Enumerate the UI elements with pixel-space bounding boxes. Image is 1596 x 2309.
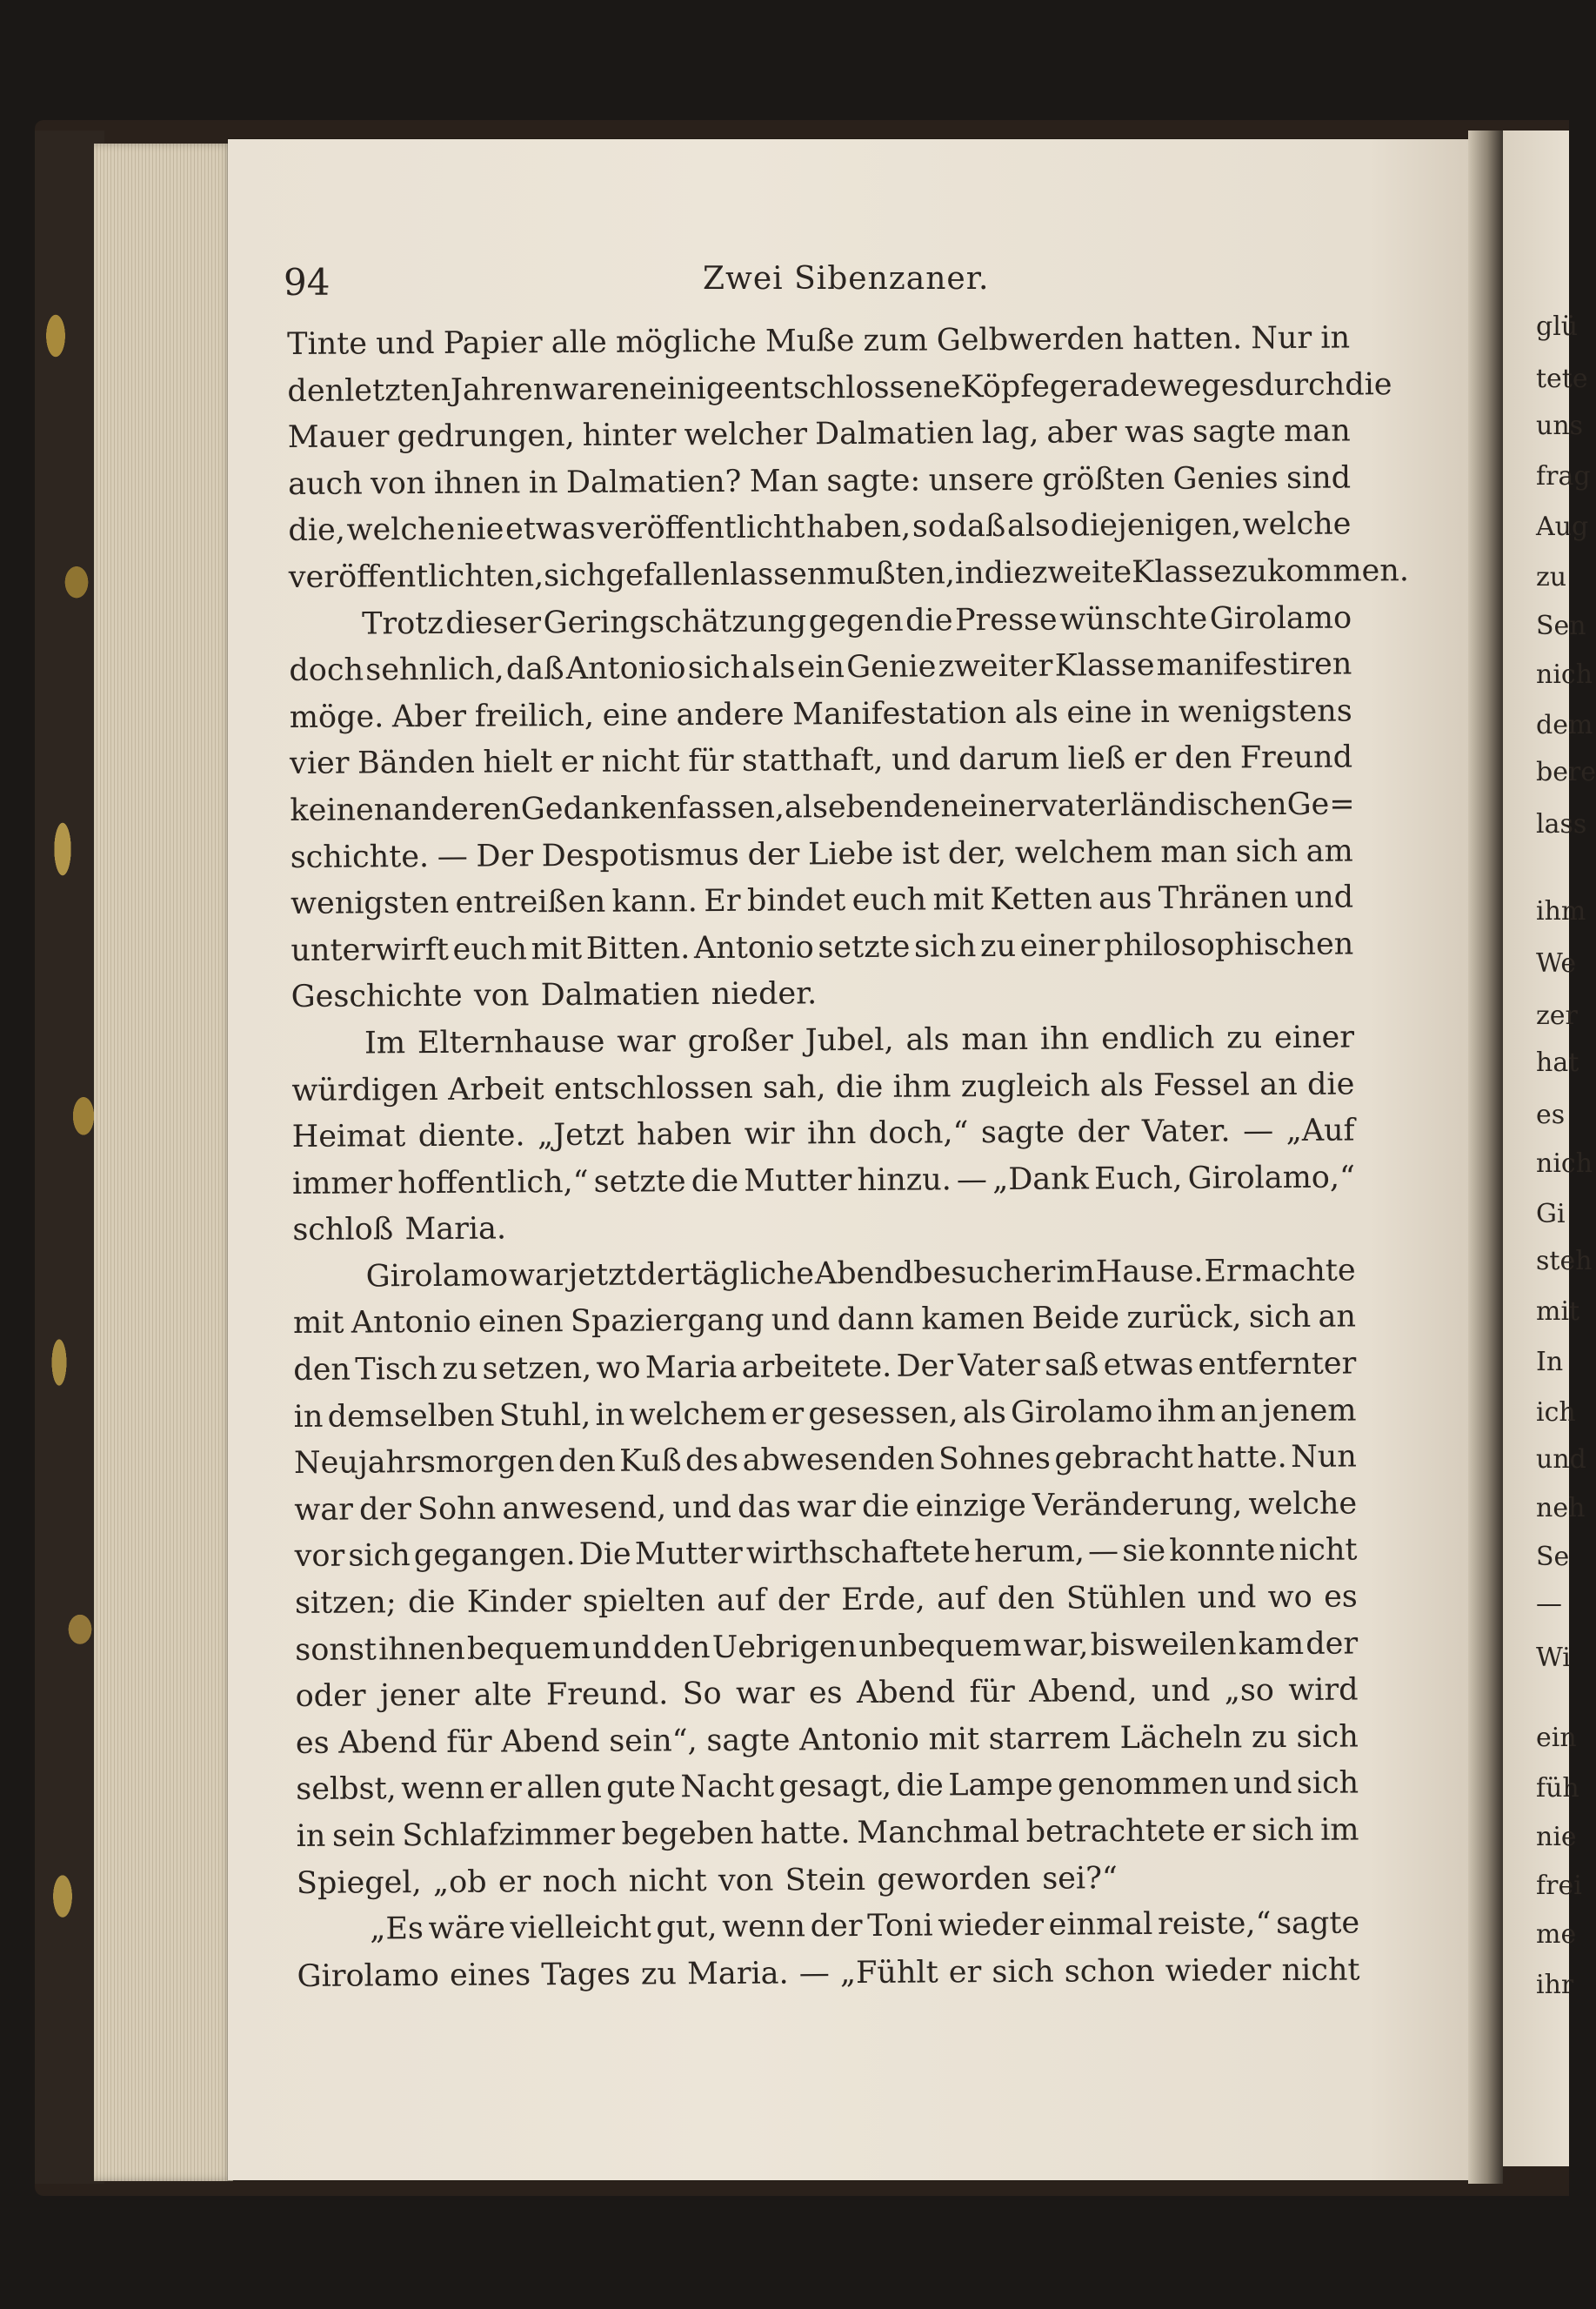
text-line: Geschichte von Dalmatien nieder.: [290, 976, 818, 1015]
next-page-fragment: tete: [1536, 364, 1588, 394]
next-page-fragment: uns: [1536, 411, 1584, 441]
next-page-fragment: Sen: [1536, 611, 1586, 641]
next-page-fragment: We: [1536, 948, 1577, 979]
next-page-edge: [1503, 131, 1596, 2166]
text-line: möge. Aber freilich, eine andere Manifestation als eine in wenigstens: [289, 693, 1352, 735]
text-line: Trotz dieser Geringschätzung gegen die Presse wünschte Girolamo: [361, 600, 1352, 642]
text-line: die, welche nie etwas veröffentlicht haben, so daß also diejenigen, welche: [288, 506, 1352, 549]
text-line: Heimat diente. „Jetzt haben wir ihn doch,“ sagte der Vater. — „Auf: [291, 1113, 1355, 1155]
text-line: würdigen Arbeit entschlossen sah, die ihm zugleich als Fessel an die: [291, 1067, 1355, 1108]
next-page-fragment: füh: [1536, 1773, 1579, 1804]
next-page-fragment: steh: [1536, 1246, 1593, 1276]
text-line: Girolamo war jetzt der tägliche Abendbesucher im Hause. Er machte: [365, 1253, 1356, 1295]
body-text: [287, 316, 1410, 2001]
next-page-fragment: In: [1536, 1347, 1564, 1377]
text-line: sitzen; die Kinder spielten auf der Erde, auf den Stühlen und wo es: [294, 1579, 1358, 1622]
next-page-fragment: ihm: [1536, 896, 1586, 927]
text-line: auch von ihnen in Dalmatien? Man sagte: unsere größten Genies sind: [288, 460, 1352, 502]
next-page-fragment: zu: [1536, 562, 1567, 592]
text-line: veröffentlichten, sich gefallen lassen mußten, in die zweite Klasse zu kommen.: [288, 553, 1410, 595]
text-line: Tinte und Papier alle mögliche Muße zum Gelbwerden hatten. Nur in: [287, 320, 1351, 362]
text-line: schichte. — Der Despotismus der Liebe ist der, welchem man sich am: [290, 833, 1353, 875]
text-line: oder jener alte Freund. So war es Abend für Abend, und „so wird: [295, 1672, 1359, 1715]
text-line: schloß Maria.: [292, 1211, 507, 1248]
next-page-fragment: es: [1536, 1100, 1566, 1130]
text-line: Neujahrsmorgen den Kuß des abwesenden Sohnes gebracht hatte. Nun: [293, 1439, 1358, 1482]
next-page-fragment: bere: [1536, 757, 1596, 787]
next-page-fragment: Se: [1536, 1542, 1570, 1572]
next-page-fragment: ein: [1536, 1723, 1577, 1753]
text-line: Spiegel, „ob er noch nicht von Stein geworden sei?“: [296, 1860, 1118, 1901]
text-line: vor sich gegangen. Die Mutter wirthschaftete herum, — sie konnte nicht: [294, 1532, 1358, 1575]
next-page-fragment: dem: [1536, 710, 1593, 740]
text-line: in sein Schlafzimmer begeben hatte. Manchmal betrachtete er sich im: [296, 1812, 1359, 1854]
next-page-fragment: nich: [1536, 659, 1593, 690]
text-line: unterwirft euch mit Bitten. Antonio setzte sich zu einer philosophischen: [290, 927, 1354, 968]
text-line: sonst ihnen bequem und den Uebrigen unbequem war, bisweilen kam der: [295, 1626, 1359, 1668]
text-line: selbst, wenn er allen gute Nacht gesagt, die Lampe genommen und sich: [296, 1765, 1359, 1808]
text-line: mit Antonio einen Spaziergang und dann kamen Beide zurück, sich an: [292, 1299, 1357, 1342]
next-page-fragment: und: [1536, 1444, 1586, 1475]
book-gutter: [1468, 131, 1503, 2184]
next-page-fragment: nie: [1536, 1822, 1577, 1852]
next-page-fragment: Gi: [1536, 1199, 1566, 1229]
next-page-fragment: neh: [1536, 1493, 1586, 1523]
text-line: den letzten Jahren waren einige entschlossene Köpfe geradeweges durch die: [287, 366, 1392, 409]
next-page-fragment: ihr: [1536, 1970, 1574, 2000]
text-line: den Tisch zu setzen, wo Maria arbeitete. Der Vater saß etwas entfernter: [293, 1346, 1357, 1389]
text-line: war der Sohn anwesend, und das war die einzige Veränderung, welche: [294, 1486, 1358, 1528]
next-page-fragment: zer: [1536, 1001, 1578, 1031]
text-line: Im Elternhause war großer Jubel, als man ihn endlich zu einer: [364, 1020, 1355, 1061]
text-line: vier Bänden hielt er nicht für statthaft, und darum ließ er den Freund: [289, 740, 1353, 782]
text-line: in demselben Stuhl, in welchem er gesessen, als Girolamo ihm an jenem: [293, 1393, 1357, 1435]
next-page-fragment: —: [1536, 1589, 1562, 1619]
text-line: doch sehnlich, daß Antonio sich als ein Genie zweiter Klasse manifestiren: [289, 646, 1352, 689]
page-edges: [94, 144, 233, 2181]
next-page-fragment: hat: [1536, 1047, 1579, 1078]
page-number: 94: [284, 261, 331, 304]
next-page-fragment: frag: [1536, 461, 1591, 492]
text-line: Mauer gedrungen, hinter welcher Dalmatien lag, aber was sagte man: [287, 413, 1351, 456]
text-line: „Es wäre vielleicht gut, wenn der Toni wieder einmal reiste,“ sagte: [370, 1905, 1360, 1947]
next-page-fragment: lass: [1536, 809, 1587, 840]
next-page-fragment: Wi: [1536, 1643, 1571, 1673]
next-page-fragment: frei: [1536, 1871, 1582, 1901]
next-page-fragment: me: [1536, 1919, 1577, 1950]
text-line: keinen anderen Gedanken fassen, als eben den einer vaterländischen Ge=: [290, 786, 1355, 828]
next-page-fragment: mit: [1536, 1296, 1580, 1327]
next-page-fragment: Aug: [1536, 512, 1589, 542]
next-page-fragment: nich: [1536, 1148, 1593, 1179]
text-line: Girolamo eines Tages zu Maria. — „Fühlt er sich schon wieder nicht: [297, 1952, 1360, 1994]
text-line: immer hoffentlich,“ setzte die Mutter hinzu. — „Dank Euch, Girolamo,“: [291, 1160, 1356, 1201]
next-page-fragment: glü: [1536, 311, 1579, 342]
text-line: es Abend für Abend sein“, sagte Antonio mit starrem Lächeln zu sich: [295, 1719, 1359, 1761]
text-line: wenigsten entreißen kann. Er bindet euch mit Ketten aus Thränen und: [290, 880, 1354, 922]
next-page-fragment: ich: [1536, 1397, 1576, 1428]
running-head: Zwei Sibenzaner.: [703, 261, 990, 297]
